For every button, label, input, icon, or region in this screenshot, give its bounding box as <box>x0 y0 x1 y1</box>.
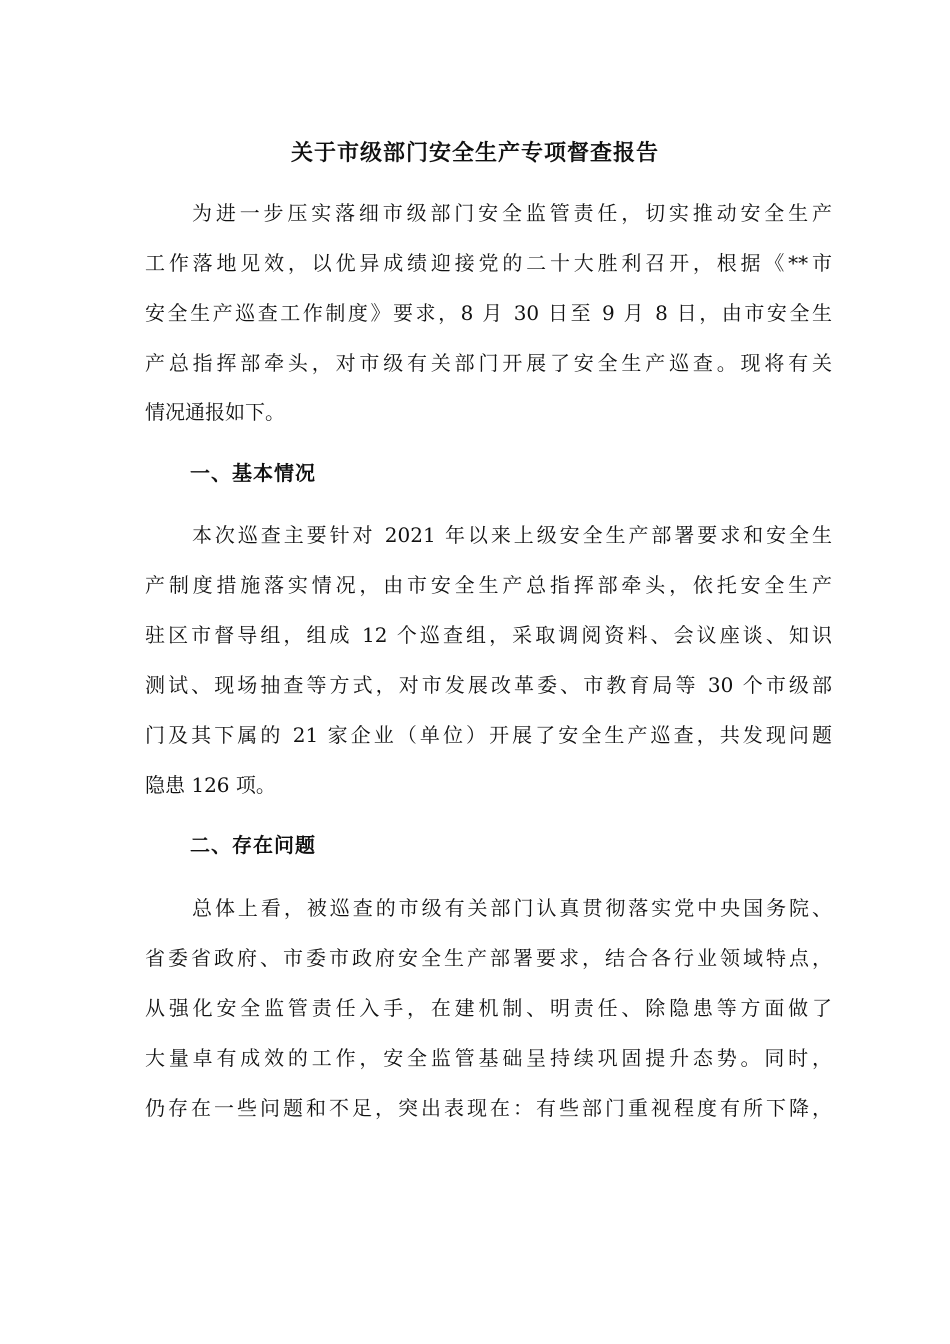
text-line: 情况通报如下。 <box>145 400 285 424</box>
text-line: 驻区市督导组，组成 12 个巡查组，采取调阅资料、会议座谈、知识 <box>145 623 832 647</box>
text-line: 仍存在一些问题和不足，突出表现在：有些部门重视程度有所下降， <box>145 1096 832 1120</box>
text-line: 工作落地见效，以优异成绩迎接党的二十大胜利召开，根据《**市 <box>145 251 832 275</box>
text-line: 安全生产巡查工作制度》要求，8 月 30 日至 9 月 8 日，由市安全生 <box>145 301 832 325</box>
text-line: 省委省政府、市委市政府安全生产部署要求，结合各行业领域特点， <box>145 946 832 970</box>
text-line: 从强化安全监管责任入手，在建机制、明责任、除隐患等方面做了 <box>145 996 832 1020</box>
text-line: 为进一步压实落细市级部门安全监管责任，切实推动安全生产 <box>192 201 832 225</box>
text-line: 隐患 126 项。 <box>145 773 276 797</box>
text-line: 大量卓有成效的工作，安全监管基础呈持续巩固提升态势。同时， <box>145 1046 832 1070</box>
document-title: 关于市级部门安全生产专项督查报告 <box>290 140 659 166</box>
text-line: 总体上看，被巡查的市级有关部门认真贯彻落实党中央国务院、 <box>192 896 832 920</box>
section-heading-problems: 二、存在问题 <box>190 833 316 857</box>
section-heading-basic: 一、基本情况 <box>190 461 316 485</box>
text-line: 门及其下属的 21 家企业（单位）开展了安全生产巡查，共发现问题 <box>145 723 832 747</box>
text-line: 本次巡查主要针对 2021 年以来上级安全生产部署要求和安全生 <box>192 523 832 547</box>
text-line: 产总指挥部牵头，对市级有关部门开展了安全生产巡查。现将有关 <box>145 351 832 375</box>
text-line: 测试、现场抽查等方式，对市发展改革委、市教育局等 30 个市级部 <box>145 673 832 697</box>
text-line: 产制度措施落实情况，由市安全生产总指挥部牵头，依托安全生产 <box>145 573 832 597</box>
